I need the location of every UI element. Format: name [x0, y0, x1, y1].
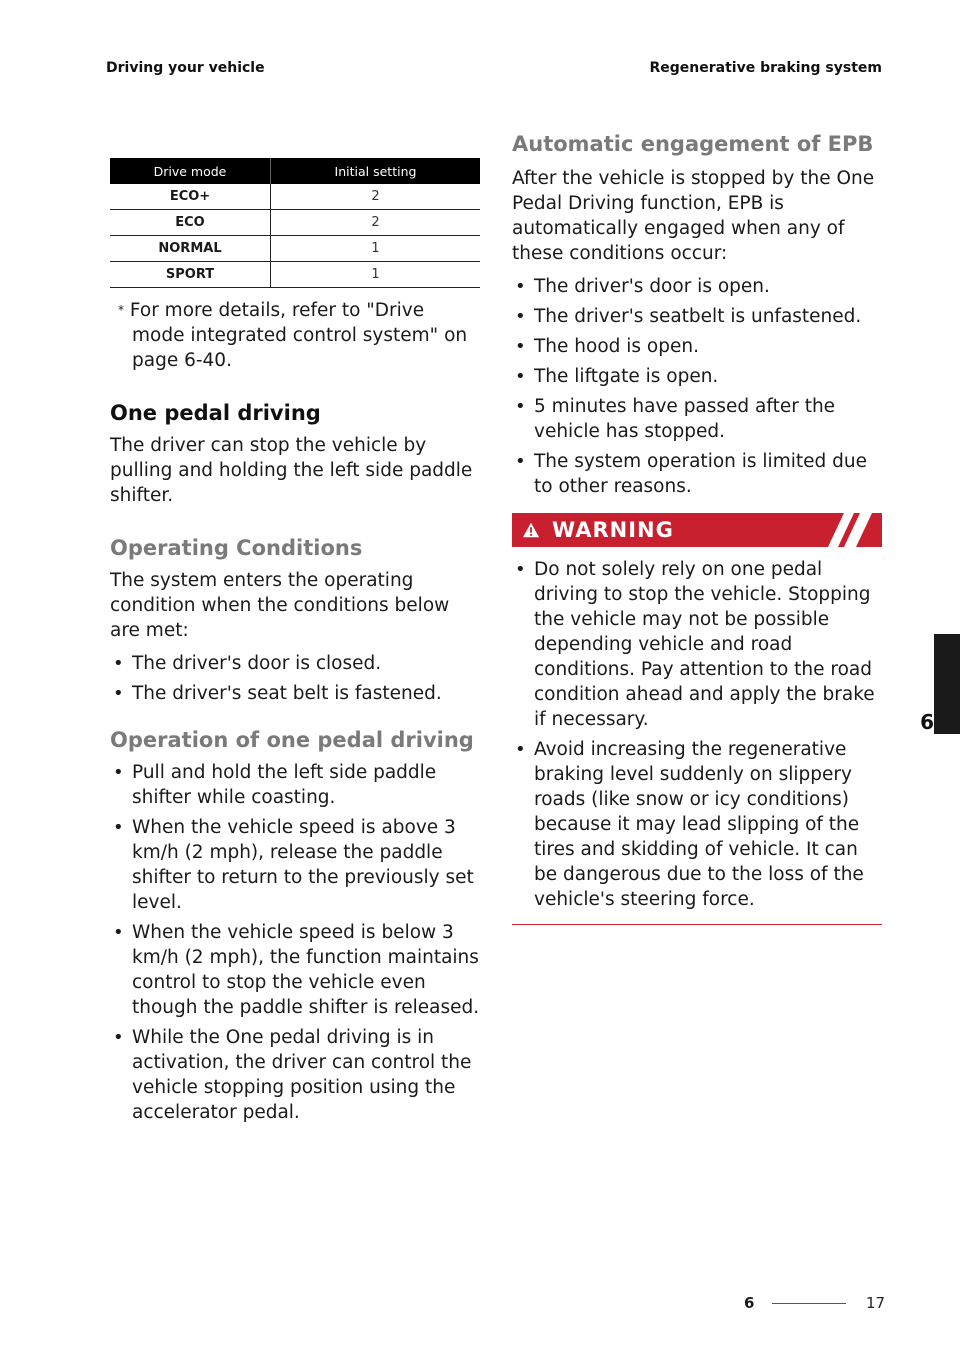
list-item [110, 1025, 480, 1125]
table-cell-setting: 2 [271, 210, 481, 236]
table-header-drive-mode: Drive mode [110, 158, 271, 184]
warning-title: WARNING [552, 518, 674, 542]
list-item [512, 334, 882, 359]
table-row [110, 236, 480, 262]
list-item [512, 394, 882, 444]
warning-end-rule [512, 924, 882, 925]
running-header-right: Regenerative braking system [649, 60, 882, 76]
right-column [512, 128, 882, 925]
bullet-icon: • [113, 1027, 124, 1048]
table-cell-mode: SPORT [110, 262, 271, 288]
epb-body: After the vehicle is stopped by the One Pedal Driving function, EPB is automatically engaged when any of these conditions occur: [512, 168, 875, 264]
list-item [110, 681, 480, 706]
chapter-side-tab [934, 634, 960, 734]
table-cell-setting: 2 [271, 184, 481, 210]
bullet-icon: • [113, 683, 124, 704]
warning-triangle-icon [522, 521, 540, 539]
operating-conditions-list [110, 651, 480, 706]
list-item [512, 364, 882, 389]
drive-mode-table [110, 158, 480, 288]
running-header-left: Driving your vehicle [106, 60, 265, 76]
list-item-text: The liftgate is open. [534, 366, 719, 387]
warning-banner [512, 513, 882, 547]
bullet-icon: • [113, 653, 124, 674]
table-row [110, 262, 480, 288]
list-item [512, 737, 882, 912]
table-cell-setting: 1 [271, 262, 481, 288]
operating-conditions-heading: Operating Conditions [110, 536, 363, 560]
table-footnote [110, 298, 480, 373]
table-header-row [110, 158, 480, 184]
footer-page-number: 17 [866, 1294, 886, 1312]
list-item-text: Avoid increasing the regenerative braking level suddenly on slippery roads (like snow or icy conditions) because it may lead slipping of the tires and skidding of vehicle. It can be dangerous due to the loss of the vehicle's steering force. [534, 739, 864, 910]
bullet-icon: • [113, 762, 124, 783]
list-item [512, 274, 882, 299]
list-item-text: While the One pedal driving is in activation, the driver can control the vehicle stopping position using the accelerator pedal. [132, 1027, 472, 1123]
warning-list [512, 557, 882, 912]
list-item-text: The system operation is limited due to other reasons. [534, 451, 867, 497]
warning-slashes-decoration [826, 513, 876, 547]
footnote-marker: * [118, 303, 124, 317]
list-item [110, 651, 480, 676]
one-pedal-heading: One pedal driving [110, 401, 321, 425]
bullet-icon: • [515, 336, 526, 357]
list-item [512, 304, 882, 329]
list-item [512, 449, 882, 499]
table-cell-setting: 1 [271, 236, 481, 262]
list-item-text: The hood is open. [534, 336, 699, 357]
operating-conditions-body: The system enters the operating condition when the conditions below are met: [110, 570, 450, 641]
table-row [110, 184, 480, 210]
chapter-side-number: 6 [920, 710, 934, 734]
list-item-text: The driver's seat belt is fastened. [132, 683, 442, 704]
table-cell-mode: ECO+ [110, 184, 271, 210]
footnote-text: For more details, refer to "Drive mode integrated control system" on page 6-40. [129, 300, 468, 371]
bullet-icon: • [113, 922, 124, 943]
list-item-text: The driver's seatbelt is unfastened. [534, 306, 862, 327]
one-pedal-body: The driver can stop the vehicle by pulling and holding the left side paddle shifter. [110, 435, 473, 506]
table-row [110, 210, 480, 236]
bullet-icon: • [515, 306, 526, 327]
footer-divider [772, 1303, 846, 1304]
list-item-text: Pull and hold the left side paddle shifter while coasting. [132, 762, 437, 808]
list-item [110, 920, 480, 1020]
operation-list [110, 760, 480, 1125]
list-item-text: The driver's door is open. [534, 276, 770, 297]
list-item-text: When the vehicle speed is below 3 km/h (2 mph), the function maintains control to stop the vehicle even though the paddle shifter is released. [132, 922, 480, 1018]
list-item-text: Do not solely rely on one pedal driving to stop the vehicle. Stopping the vehicle may not be possible depending vehicle and road conditions. Pay attention to the road condition ahead and apply the brake if necessary. [534, 559, 875, 730]
bullet-icon: • [515, 366, 526, 387]
list-item [512, 557, 882, 732]
bullet-icon: • [515, 739, 526, 760]
epb-heading: Automatic engagement of EPB [512, 132, 874, 156]
bullet-icon: • [515, 276, 526, 297]
table-cell-mode: NORMAL [110, 236, 271, 262]
list-item-text: The driver's door is closed. [132, 653, 382, 674]
bullet-icon: • [113, 817, 124, 838]
left-column [110, 128, 480, 1130]
table-cell-mode: ECO [110, 210, 271, 236]
list-item-text: 5 minutes have passed after the vehicle has stopped. [534, 396, 836, 442]
list-item [110, 815, 480, 915]
epb-conditions-list [512, 274, 882, 499]
bullet-icon: • [515, 451, 526, 472]
table-header-initial-setting: Initial setting [271, 158, 481, 184]
list-item-text: When the vehicle speed is above 3 km/h (2 mph), release the paddle shifter to return to the previously set level. [132, 817, 474, 913]
list-item [110, 760, 480, 810]
bullet-icon: • [515, 559, 526, 580]
footer-chapter: 6 [744, 1294, 755, 1312]
bullet-icon: • [515, 396, 526, 417]
operation-heading: Operation of one pedal driving [110, 728, 474, 752]
